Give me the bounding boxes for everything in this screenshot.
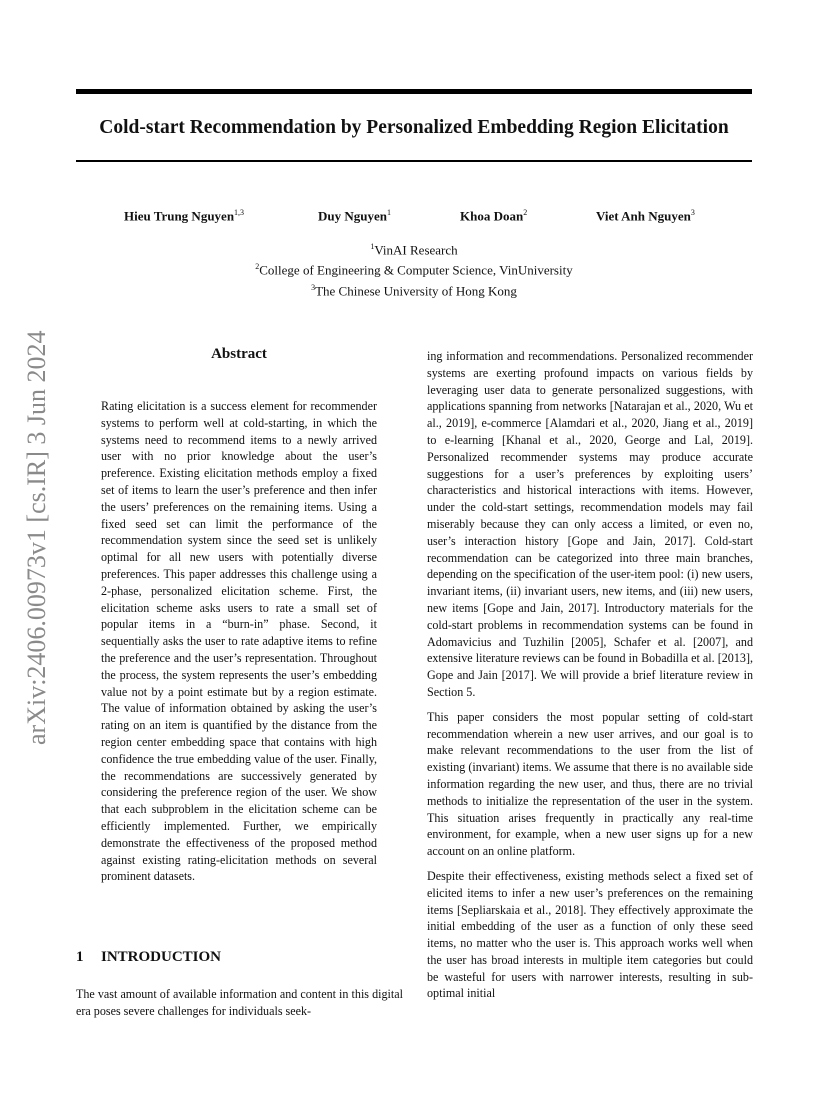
abstract-text: Rating elicitation is a success element for recommender systems to perform well at cold-starting, in which the systems need to recommend items to a newly arrived user with no prior knowledge about the user’s preference. Existing elicitation methods employ a fixed set of items to learn the user’s preference and then infer the users’ preferences on the remaining items. Using a fixed seed set can limit the performance of the recommendation system since the seed set is unlikely optimal for all new users with potentially diverse preferences. This paper addresses this challenge using a 2-phase, personalized elicitation scheme. First, the elicitation scheme asks users to rate a small set of popular items in a “burn-in” phase. Second, it sequentially asks the user to rate adaptive items to refine the preference and the user’s representation. Throughout the process, the system represents the user’s embedding value not by a point estimate but by a region estimate. The value of information obtained by asking the user’s rating on an item is quantified by the distance from the region center embedding space that contains with high confidence the true embedding value of the user. Finally, the recommendations are successively generated by considering the preference region of the user. We show that each subproblem in the elicitation scheme can be efficiently implemented. Further, we empirically demonstrate the effectiveness of the proposed method against existing rating-elicitation methods on several prominent datasets. — [101, 399, 377, 884]
abstract-heading: Abstract — [211, 346, 267, 362]
intro-paragraph: The vast amount of available information and content in this digital era poses severe challenges for individuals seek- — [76, 987, 403, 1018]
affiliation: $^3$The Chinese University of Hong Kong — [311, 282, 517, 298]
title-rule — [76, 160, 752, 162]
section-heading: 1 INTRODUCTION — [76, 949, 222, 965]
intro-paragraph: This paper considers the most popular setting of cold-start recommendation wherein a new user arrives, and our goal is to make relevant recommendations to the user from the list of existing (invariant) items. We assume that there is no available side information regarding the new user, and thus, there are no trivial methods to initialize the representation of the user in the system. This situation arises frequently in practically any real-time environment, for example, when a new user signs up for a new account on an online platform. — [427, 709, 753, 859]
affiliation: $^1$VinAI Research — [370, 242, 458, 258]
author: Duy Nguyen$^1$ — [318, 208, 391, 224]
arxiv-identifier: arXiv:2406.00973v1 [cs.IR] 3 Jun 2024 — [22, 330, 51, 745]
author: Khoa Doan$^2$ — [460, 208, 528, 224]
paper-title: Cold-start Recommendation by Personalized Embedding Region Elicitation — [99, 117, 729, 138]
top-rule — [76, 89, 752, 94]
right-column — [427, 348, 753, 1010]
intro-paragraph: Despite their effectiveness, existing methods select a fixed set of elicited items to infer a new user’s preferences on the remaining items [Sepliarskaia et al., 2018]. They effectively approximate the initial embedding of the user as a function of only these seed items, no matter who the user is. This approach works well when the user has broad interests in multiple item categories but could be wasteful for users with narrower interests, resulting in sub-optimal initial — [427, 868, 753, 1001]
intro-paragraph: ing information and recommendations. Personalized recommender systems are exerting profound impacts on various fields by leveraging user data to generate personalized suggestions, with applications spanning from networks [Natarajan et al., 2020, Wu et al., 2019], e-commerce [Alamdari et al., 2020, Jiang et al., 2019] to e-learning [Khanal et al., 2020, George and Lal, 2019]. Personalized recommender systems may produce accurate suggestions for a user’s preferences by exploiting users’ characteristics and historical interactions with items. However, under the cold-start settings, recommendation models may fail miserably because they can only access a limited, or even no, user’s interaction history [Gope and Jain, 2017]. Cold-start recommendation can be categorized into three main branches, depending on the specification of the user-item pool: (i) new users, invariant items, (ii) invariant users, new items, and (iii) new users, new items [Gope and Jain, 2017]. Introductory materials for the cold-start problems in recommendation systems can be found in Adomavicius and Tuzhilin [2005], Schafer et al. [2007], and extensive literature reviews can be found in Bobadilla et al. [2013], Gope and Jain [2017]. We will provide a brief literature review in Section 5. — [427, 349, 753, 699]
affiliations — [76, 238, 752, 299]
affiliation: $^2$College of Engineering & Computer Science, VinUniversity — [255, 262, 573, 278]
author: Viet Anh Nguyen$^3$ — [596, 208, 695, 224]
author: Hieu Trung Nguyen$^{1,3}$ — [124, 208, 245, 224]
